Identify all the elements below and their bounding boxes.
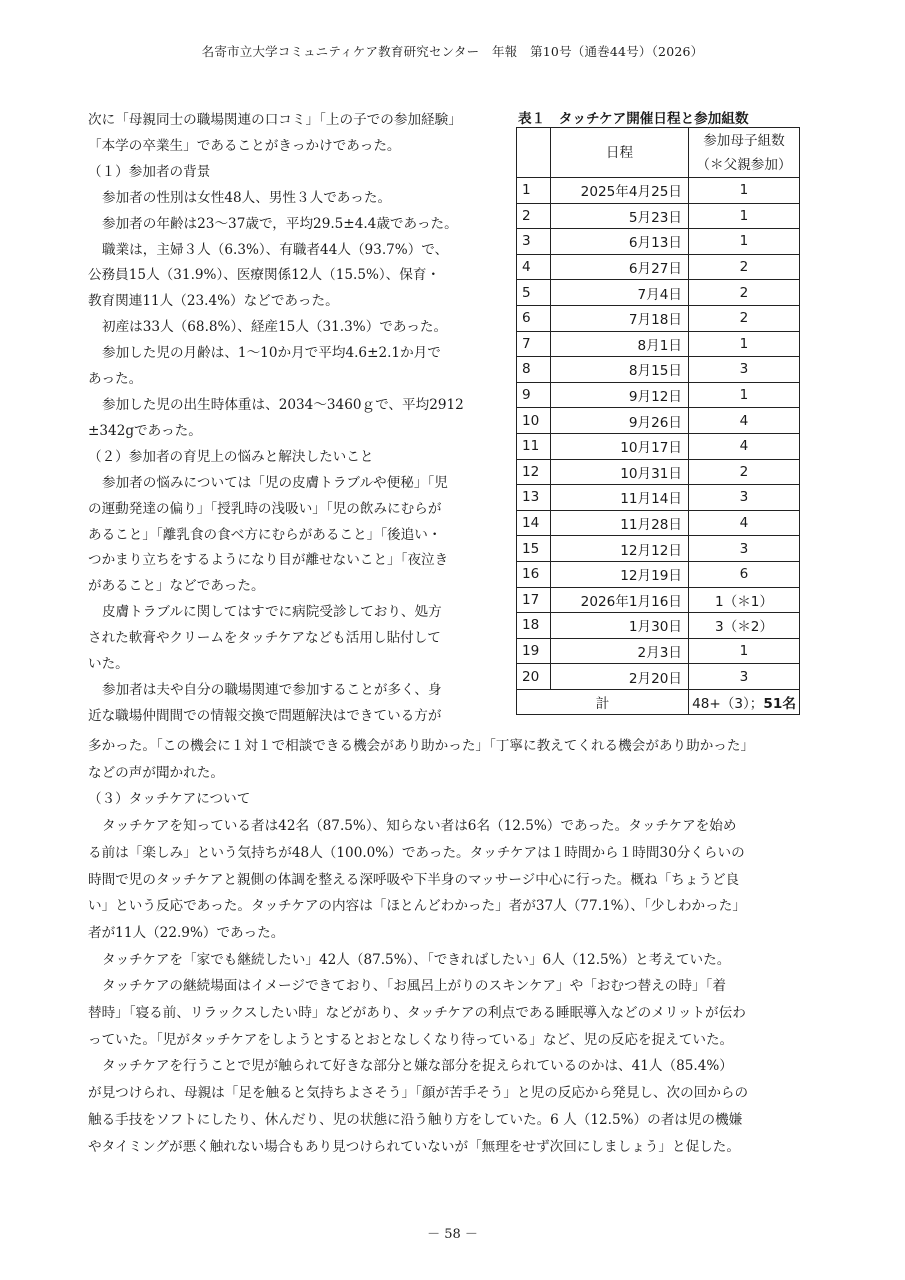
row-count: 1 — [689, 638, 800, 664]
row-count: 2 — [689, 305, 800, 331]
text-line: い」という反応であった。タッチケアの内容は「ほとんどわかった」者が37人（77.1%）、「少しわかった」 — [88, 898, 746, 915]
row-date: 9月26日 — [551, 408, 689, 434]
text-line: 多かった。「この機会に１対１で相談できる機会があり助かった」「丁寧に教えてくれる機会があり助かった」 — [88, 738, 755, 754]
table-row — [517, 613, 800, 639]
row-count: 1 — [689, 382, 800, 408]
text-line: 職業は，主婦３人（6.3%）、有職者44人（93.7%）で、 — [102, 241, 449, 258]
text-line: などの声が聞かれた。 — [88, 764, 224, 781]
text-line: タッチケアの継続場面はイメージできており、「お風呂上がりのスキンケア」や「おむつ替えの時」「着 — [102, 978, 726, 995]
text-line: る前は「楽しみ」という気持ちが48人（100.0%）であった。タッチケアは１時間から１時間30分くらいの — [88, 844, 745, 861]
row-date: 2025年4月25日 — [551, 178, 689, 204]
table-row — [517, 510, 800, 536]
table-header-number — [517, 128, 551, 178]
row-date: 11月28日 — [551, 510, 689, 536]
row-date: 2月3日 — [551, 638, 689, 664]
text-line: 近な職場仲間間での情報交換で問題解決はできている方が — [88, 707, 442, 724]
table-header-count — [689, 128, 800, 178]
total-value-prefix: 48+（3）； — [692, 696, 764, 713]
row-date: 1月30日 — [551, 613, 689, 639]
text-line: の運動発達の偏り」「授乳時の浅吸い」「児の飲みにむらが — [88, 500, 442, 517]
text-line: あること」「離乳食の食べ方にむらがあること」「後追い・ — [88, 526, 442, 543]
table-row — [517, 638, 800, 664]
page-number: － 58 － — [427, 1227, 478, 1242]
row-number: 3 — [517, 229, 551, 255]
text-line: 「本学の卒業生」であることがきっかけであった。 — [88, 137, 401, 154]
row-number: 10 — [517, 408, 551, 434]
row-count: 2 — [689, 459, 800, 485]
text-line: 参加者の性別は女性48人、男性３人であった。 — [102, 189, 392, 206]
row-number: 2 — [517, 203, 551, 229]
left-column-text — [88, 108, 506, 730]
text-line: 参加した児の出生時体重は、2034〜3460ｇで、平均2912 — [102, 396, 464, 413]
text-line: 参加した児の月齢は、1〜10か月で平均4.6±2.1か月で — [102, 345, 441, 362]
row-number: 15 — [517, 536, 551, 562]
schedule-table — [516, 127, 800, 715]
row-date: 7月18日 — [551, 305, 689, 331]
row-date: 10月17日 — [551, 433, 689, 459]
row-date: 6月13日 — [551, 229, 689, 255]
row-date: 8月15日 — [551, 357, 689, 383]
text-line: があること」などであった。 — [88, 578, 265, 595]
row-number: 1 — [517, 178, 551, 204]
row-count: 3 — [689, 485, 800, 511]
row-date: 2026年1月16日 — [551, 587, 689, 613]
table-header-row — [517, 128, 800, 178]
table-row — [517, 587, 800, 613]
text-line: 時間で児のタッチケアと親側の体調を整える深呼吸や下半身のマッサージ中心に行った。概ね「ちょうど良 — [88, 871, 740, 888]
table-title: 表１ タッチケア開催日程と参加組数 — [518, 111, 749, 127]
text-line: タッチケアを行うことで児が触られて好きな部分と嫌な部分を捉えられているのかは、41人（85.4%） — [102, 1058, 733, 1075]
row-count: 3 — [689, 357, 800, 383]
row-number: 17 — [517, 587, 551, 613]
text-line: タッチケアを知っている者は42名（87.5%）、知らない者は6名（12.5%）であった。タッチケアを始め — [102, 818, 737, 835]
row-number: 16 — [517, 561, 551, 587]
table-row — [517, 561, 800, 587]
text-line: （２）参加者の育児上の悩みと解決したいこと — [88, 448, 374, 465]
table-row — [517, 305, 800, 331]
text-line: された軟膏やクリームをタッチケアなども活用し貼付して — [88, 630, 441, 647]
table-row — [517, 485, 800, 511]
table-total-row — [517, 689, 800, 715]
row-count: 2 — [689, 254, 800, 280]
text-line: 参加者は夫や自分の職場関連で参加することが多く、身 — [102, 681, 442, 698]
running-header: 名寄市立大学コミュニティケア教育研究センター 年報 第10号（通巻44号）（2026） — [201, 44, 704, 59]
row-count: 1 — [689, 331, 800, 357]
text-line: いた。 — [88, 656, 129, 673]
row-number: 19 — [517, 638, 551, 664]
row-number: 12 — [517, 459, 551, 485]
table-row — [517, 664, 800, 690]
total-value — [689, 689, 800, 715]
row-number: 14 — [517, 510, 551, 536]
row-count: 2 — [689, 280, 800, 306]
row-number: 6 — [517, 305, 551, 331]
text-line: タッチケアを「家でも継続したい」42人（87.5%）、「できればしたい」6人（12.5%）と考えていた。 — [102, 951, 731, 968]
text-line: 皮膚トラブルに関してはすでに病院受診しており、処方 — [102, 604, 442, 621]
row-number: 5 — [517, 280, 551, 306]
row-date: 9月12日 — [551, 382, 689, 408]
table-row — [517, 229, 800, 255]
text-line: 参加者の悩みについては「児の皮膚トラブルや便秘」「児 — [102, 474, 448, 491]
table-row — [517, 203, 800, 229]
table-row — [517, 382, 800, 408]
row-count: 1 — [689, 203, 800, 229]
row-date: 12月19日 — [551, 561, 689, 587]
row-date: 6月27日 — [551, 254, 689, 280]
table-row — [517, 357, 800, 383]
row-date: 5月23日 — [551, 203, 689, 229]
row-count: 6 — [689, 561, 800, 587]
row-number: 20 — [517, 664, 551, 690]
text-line: 次に「母親同士の職場関連の口コミ」「上の子での参加経験」 — [88, 112, 462, 128]
text-line: 替時」「寝る前、リラックスしたい時」などがあり、タッチケアの利点である睡眠導入などのメリットが伝わ — [88, 1005, 746, 1022]
table-row — [517, 254, 800, 280]
table-row — [517, 433, 800, 459]
total-value-bold: 51名 — [763, 696, 796, 713]
table-header-date: 日程 — [551, 128, 689, 178]
text-line: やタイミングが悪く触れない場合もあり見つけられていないが「無理をせず次回にしましょう」と促した。 — [88, 1138, 740, 1155]
text-line: 公務員15人（31.9%）、医療関係12人（15.5%）、保育・ — [88, 267, 441, 284]
text-line: （１）参加者の背景 — [88, 163, 211, 180]
text-line: つかまり立ちをするようになり目が離せないこと」「夜泣き — [88, 552, 449, 569]
text-line: あった。 — [88, 371, 143, 388]
text-line: っていた。「児がタッチケアをしようとするとおとなしくなり待っている」など、児の反応を捉えていた。 — [88, 1031, 734, 1048]
row-date: 12月12日 — [551, 536, 689, 562]
row-count: 3（＊2） — [689, 613, 800, 639]
row-number: 9 — [517, 382, 551, 408]
row-date: 11月14日 — [551, 485, 689, 511]
text-line: 教育関連11人（23.4%）などであった。 — [88, 293, 339, 310]
text-line: 初産は33人（68.8%）、経産15人（31.3%）であった。 — [102, 319, 448, 336]
full-width-text — [88, 733, 820, 1160]
row-count: 4 — [689, 510, 800, 536]
row-date: 10月31日 — [551, 459, 689, 485]
table-row — [517, 331, 800, 357]
row-number: 8 — [517, 357, 551, 383]
row-count: 1 — [689, 178, 800, 204]
row-count: 4 — [689, 408, 800, 434]
row-date: 7月4日 — [551, 280, 689, 306]
row-number: 11 — [517, 433, 551, 459]
text-line: （３）タッチケアについて — [88, 791, 251, 808]
text-line: が見つけられ、母親は「足を触ると気持ちよさそう」「顔が苦手そう」と児の反応から発見し、次の回からの — [88, 1085, 749, 1102]
row-number: 4 — [517, 254, 551, 280]
table-row — [517, 280, 800, 306]
row-date: 8月1日 — [551, 331, 689, 357]
text-line: 者が11人（22.9%）であった。 — [88, 924, 285, 941]
row-date: 2月20日 — [551, 664, 689, 690]
text-line: 参加者の年齢は23〜37歳で，平均29.5±4.4歳であった。 — [102, 215, 458, 232]
row-number: 18 — [517, 613, 551, 639]
row-count: 4 — [689, 433, 800, 459]
total-label: 計 — [517, 689, 689, 715]
row-count: 3 — [689, 664, 800, 690]
table-header-count-line2: （＊父親参加） — [696, 156, 792, 173]
table-row — [517, 408, 800, 434]
row-count: 3 — [689, 536, 800, 562]
table-header-count-line1: 参加母子組数 — [703, 132, 785, 149]
table-row — [517, 536, 800, 562]
row-number: 7 — [517, 331, 551, 357]
table-row — [517, 459, 800, 485]
row-number: 13 — [517, 485, 551, 511]
text-line: ±342gであった。 — [88, 422, 202, 439]
table-row — [517, 178, 800, 204]
row-count: 1 — [689, 229, 800, 255]
text-line: 触る手技をソフトにしたり、休んだり、児の状態に沿う触り方をしていた。6 人（12.5%）の者は児の機嫌 — [88, 1111, 743, 1128]
row-count: 1（＊1） — [689, 587, 800, 613]
